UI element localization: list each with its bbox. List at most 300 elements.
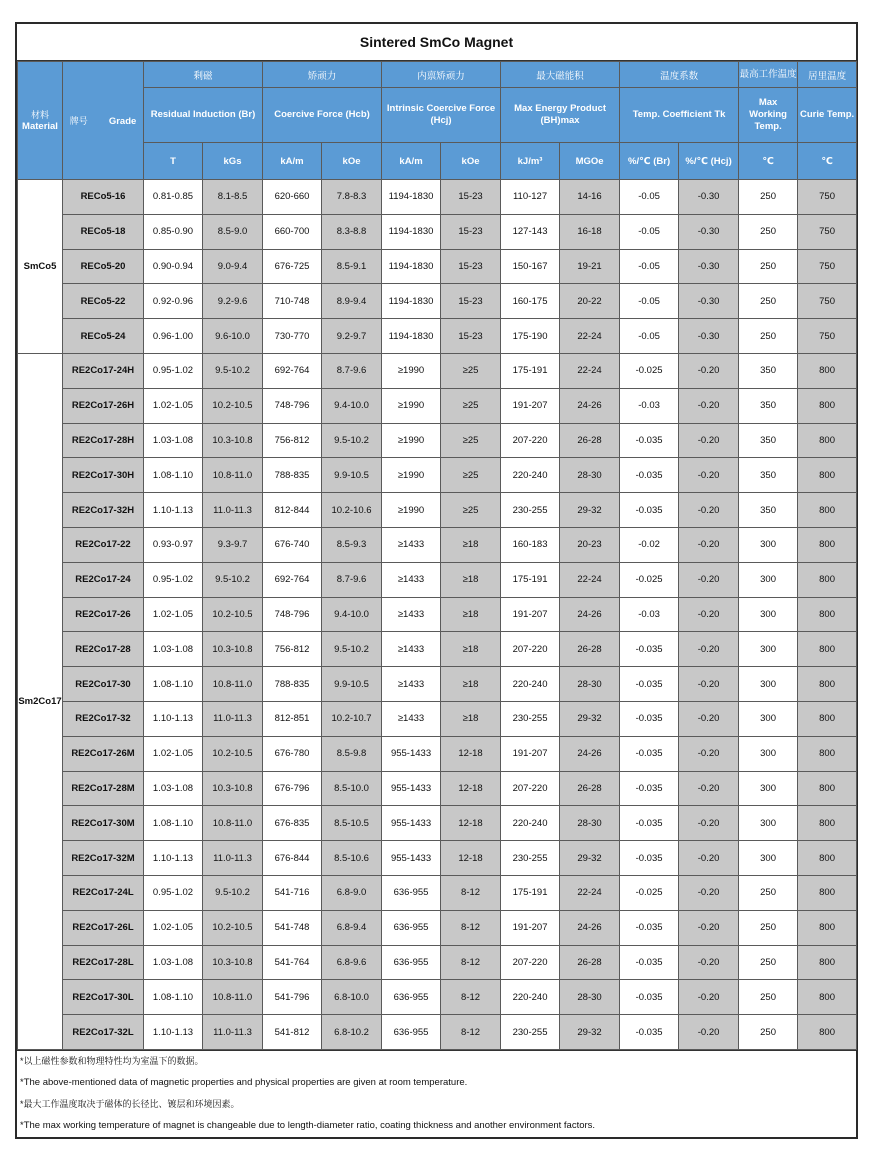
grade-cell: RE2Co17-30M bbox=[63, 806, 144, 841]
table-row bbox=[18, 458, 857, 493]
value-cell: 14-16 bbox=[560, 180, 620, 215]
value-cell: 750 bbox=[798, 214, 857, 249]
value-cell: 10.8-11.0 bbox=[203, 980, 263, 1015]
temp-header-cn: 温度系数 bbox=[620, 62, 739, 88]
value-cell: 10.8-11.0 bbox=[203, 458, 263, 493]
value-cell: 10.3-10.8 bbox=[203, 771, 263, 806]
value-cell: 10.2-10.5 bbox=[203, 736, 263, 771]
table-header bbox=[18, 62, 857, 180]
value-cell: 26-28 bbox=[560, 423, 620, 458]
value-cell: 541-716 bbox=[263, 875, 322, 910]
value-cell: 10.8-11.0 bbox=[203, 667, 263, 702]
value-cell: -0.20 bbox=[679, 667, 739, 702]
value-cell: 10.3-10.8 bbox=[203, 423, 263, 458]
value-cell: 788-835 bbox=[263, 667, 322, 702]
table-row bbox=[18, 945, 857, 980]
value-cell: 800 bbox=[798, 632, 857, 667]
unit-header: T bbox=[144, 143, 203, 180]
value-cell: ≥18 bbox=[441, 597, 501, 632]
value-cell: 800 bbox=[798, 701, 857, 736]
value-cell: 350 bbox=[739, 493, 798, 528]
value-cell: 676-740 bbox=[263, 527, 322, 562]
table-row bbox=[18, 1015, 857, 1050]
value-cell: -0.20 bbox=[679, 388, 739, 423]
value-cell: 26-28 bbox=[560, 945, 620, 980]
value-cell: 29-32 bbox=[560, 1015, 620, 1050]
value-cell: 955-1433 bbox=[382, 806, 441, 841]
value-cell: 230-255 bbox=[501, 493, 560, 528]
value-cell: -0.20 bbox=[679, 806, 739, 841]
value-cell: -0.035 bbox=[620, 945, 679, 980]
value-cell: 0.93-0.97 bbox=[144, 527, 203, 562]
value-cell: 250 bbox=[739, 249, 798, 284]
material-cell: SmCo5 bbox=[18, 180, 63, 354]
value-cell: 756-812 bbox=[263, 423, 322, 458]
value-cell: 1.08-1.10 bbox=[144, 806, 203, 841]
value-cell: 10.2-10.5 bbox=[203, 388, 263, 423]
hcj-header-cn: 内禀矫顽力 bbox=[382, 62, 501, 88]
value-cell: 541-748 bbox=[263, 910, 322, 945]
value-cell: 10.2-10.6 bbox=[322, 493, 382, 528]
maxtemp-header-cn: 最高工作温度 bbox=[739, 62, 798, 88]
value-cell: 1194-1830 bbox=[382, 249, 441, 284]
value-cell: 1.03-1.08 bbox=[144, 945, 203, 980]
value-cell: ≥25 bbox=[441, 423, 501, 458]
value-cell: 1.08-1.10 bbox=[144, 458, 203, 493]
value-cell: 800 bbox=[798, 980, 857, 1015]
value-cell: -0.03 bbox=[620, 597, 679, 632]
value-cell: 800 bbox=[798, 597, 857, 632]
value-cell: -0.05 bbox=[620, 284, 679, 319]
value-cell: -0.20 bbox=[679, 562, 739, 597]
br-header-en: Residual Induction (Br) bbox=[144, 88, 263, 143]
value-cell: 1.03-1.08 bbox=[144, 771, 203, 806]
value-cell: 175-190 bbox=[501, 319, 560, 354]
value-cell: -0.035 bbox=[620, 910, 679, 945]
grade-cell: RE2Co17-24L bbox=[63, 875, 144, 910]
value-cell: -0.035 bbox=[620, 632, 679, 667]
value-cell: 24-26 bbox=[560, 910, 620, 945]
value-cell: 7.8-8.3 bbox=[322, 180, 382, 215]
value-cell: ≥25 bbox=[441, 458, 501, 493]
value-cell: 8.1-8.5 bbox=[203, 180, 263, 215]
grade-cell: RE2Co17-30 bbox=[63, 667, 144, 702]
value-cell: ≥1990 bbox=[382, 493, 441, 528]
unit-header: kA/m bbox=[263, 143, 322, 180]
value-cell: 9.6-10.0 bbox=[203, 319, 263, 354]
value-cell: 8-12 bbox=[441, 875, 501, 910]
value-cell: 207-220 bbox=[501, 423, 560, 458]
value-cell: 800 bbox=[798, 736, 857, 771]
grade-cell: RECo5-20 bbox=[63, 249, 144, 284]
value-cell: 676-844 bbox=[263, 841, 322, 876]
unit-header: kA/m bbox=[382, 143, 441, 180]
value-cell: 8.5-10.6 bbox=[322, 841, 382, 876]
value-cell: 800 bbox=[798, 458, 857, 493]
value-cell: 26-28 bbox=[560, 771, 620, 806]
value-cell: 10.2-10.7 bbox=[322, 701, 382, 736]
value-cell: -0.20 bbox=[679, 458, 739, 493]
value-cell: 8.3-8.8 bbox=[322, 214, 382, 249]
value-cell: ≥1990 bbox=[382, 353, 441, 388]
grade-cell: RE2Co17-24H bbox=[63, 353, 144, 388]
value-cell: 300 bbox=[739, 841, 798, 876]
value-cell: 22-24 bbox=[560, 319, 620, 354]
value-cell: -0.05 bbox=[620, 319, 679, 354]
value-cell: 692-764 bbox=[263, 353, 322, 388]
material-header-en: Material bbox=[22, 121, 58, 132]
value-cell: -0.035 bbox=[620, 736, 679, 771]
value-cell: 230-255 bbox=[501, 701, 560, 736]
value-cell: 20-22 bbox=[560, 284, 620, 319]
value-cell: ≥25 bbox=[441, 493, 501, 528]
value-cell: 620-660 bbox=[263, 180, 322, 215]
value-cell: 220-240 bbox=[501, 806, 560, 841]
value-cell: 22-24 bbox=[560, 562, 620, 597]
value-cell: 8.7-9.6 bbox=[322, 562, 382, 597]
table-row bbox=[18, 388, 857, 423]
value-cell: 800 bbox=[798, 841, 857, 876]
unit-header: ℃ bbox=[798, 143, 857, 180]
grade-cell: RE2Co17-32M bbox=[63, 841, 144, 876]
value-cell: 300 bbox=[739, 736, 798, 771]
grade-cell: RECo5-16 bbox=[63, 180, 144, 215]
value-cell: 800 bbox=[798, 875, 857, 910]
value-cell: 9.0-9.4 bbox=[203, 249, 263, 284]
value-cell: 1.10-1.13 bbox=[144, 841, 203, 876]
bh-header-en: Max Energy Product (BH)max bbox=[501, 88, 620, 143]
value-cell: 9.2-9.6 bbox=[203, 284, 263, 319]
value-cell: 800 bbox=[798, 910, 857, 945]
value-cell: 12-18 bbox=[441, 771, 501, 806]
value-cell: 1194-1830 bbox=[382, 319, 441, 354]
value-cell: -0.20 bbox=[679, 353, 739, 388]
value-cell: 191-207 bbox=[501, 910, 560, 945]
table-row bbox=[18, 806, 857, 841]
value-cell: 16-18 bbox=[560, 214, 620, 249]
grade-header bbox=[63, 62, 144, 180]
grade-header-en: Grade bbox=[108, 115, 137, 127]
value-cell: 750 bbox=[798, 180, 857, 215]
value-cell: 676-796 bbox=[263, 771, 322, 806]
value-cell: 8-12 bbox=[441, 980, 501, 1015]
temp-header-en: Temp. Coefficient Tk bbox=[620, 88, 739, 143]
value-cell: 8-12 bbox=[441, 945, 501, 980]
table-row bbox=[18, 353, 857, 388]
value-cell: 29-32 bbox=[560, 493, 620, 528]
value-cell: 11.0-11.3 bbox=[203, 1015, 263, 1050]
value-cell: 750 bbox=[798, 284, 857, 319]
value-cell: -0.20 bbox=[679, 527, 739, 562]
value-cell: 22-24 bbox=[560, 875, 620, 910]
value-cell: ≥1990 bbox=[382, 423, 441, 458]
grade-cell: RECo5-18 bbox=[63, 214, 144, 249]
value-cell: 15-23 bbox=[441, 319, 501, 354]
value-cell: ≥18 bbox=[441, 667, 501, 702]
value-cell: 230-255 bbox=[501, 1015, 560, 1050]
value-cell: 0.95-1.02 bbox=[144, 562, 203, 597]
grade-cell: RE2Co17-28L bbox=[63, 945, 144, 980]
value-cell: 8-12 bbox=[441, 1015, 501, 1050]
maxtemp-header-en: Max Working Temp. bbox=[739, 88, 798, 143]
value-cell: 636-955 bbox=[382, 1015, 441, 1050]
table-row bbox=[18, 493, 857, 528]
value-cell: 636-955 bbox=[382, 875, 441, 910]
grade-cell: RE2Co17-30H bbox=[63, 458, 144, 493]
table-row bbox=[18, 180, 857, 215]
value-cell: -0.05 bbox=[620, 180, 679, 215]
table-body bbox=[18, 180, 857, 1050]
value-cell: -0.05 bbox=[620, 249, 679, 284]
grade-cell: RE2Co17-26M bbox=[63, 736, 144, 771]
grade-cell: RE2Co17-32 bbox=[63, 701, 144, 736]
value-cell: 8.5-9.3 bbox=[322, 527, 382, 562]
value-cell: 8.5-10.0 bbox=[322, 771, 382, 806]
value-cell: 220-240 bbox=[501, 980, 560, 1015]
footnote: *以上磁性参数和物理特性均为室温下的数据。 bbox=[20, 1055, 204, 1066]
value-cell: -0.30 bbox=[679, 249, 739, 284]
value-cell: 250 bbox=[739, 980, 798, 1015]
value-cell: 676-835 bbox=[263, 806, 322, 841]
curie-header-en: Curie Temp. bbox=[798, 88, 857, 143]
value-cell: -0.035 bbox=[620, 493, 679, 528]
value-cell: -0.20 bbox=[679, 423, 739, 458]
value-cell: 350 bbox=[739, 423, 798, 458]
value-cell: -0.20 bbox=[679, 597, 739, 632]
grade-cell: RE2Co17-26H bbox=[63, 388, 144, 423]
value-cell: 800 bbox=[798, 493, 857, 528]
value-cell: 1.02-1.05 bbox=[144, 388, 203, 423]
value-cell: 350 bbox=[739, 353, 798, 388]
grade-header-cn: 牌号 bbox=[69, 115, 88, 126]
hcb-header-en: Coercive Force (Hcb) bbox=[263, 88, 382, 143]
footnotes bbox=[17, 1050, 856, 1137]
value-cell: 800 bbox=[798, 1015, 857, 1050]
value-cell: -0.30 bbox=[679, 319, 739, 354]
grade-cell: RECo5-24 bbox=[63, 319, 144, 354]
value-cell: 6.8-10.2 bbox=[322, 1015, 382, 1050]
value-cell: 300 bbox=[739, 701, 798, 736]
unit-header: %/℃ (Br) bbox=[620, 143, 679, 180]
table-row bbox=[18, 980, 857, 1015]
value-cell: 788-835 bbox=[263, 458, 322, 493]
value-cell: ≥18 bbox=[441, 527, 501, 562]
value-cell: 24-26 bbox=[560, 388, 620, 423]
value-cell: -0.03 bbox=[620, 388, 679, 423]
value-cell: 11.0-11.3 bbox=[203, 493, 263, 528]
value-cell: 710-748 bbox=[263, 284, 322, 319]
value-cell: 250 bbox=[739, 284, 798, 319]
table-row bbox=[18, 423, 857, 458]
value-cell: 300 bbox=[739, 667, 798, 702]
value-cell: 22-24 bbox=[560, 353, 620, 388]
value-cell: 1.02-1.05 bbox=[144, 910, 203, 945]
value-cell: 300 bbox=[739, 527, 798, 562]
footnote: *最大工作温度取决于磁体的长径比、镀层和环境因素。 bbox=[20, 1098, 240, 1109]
table-row bbox=[18, 736, 857, 771]
value-cell: -0.02 bbox=[620, 527, 679, 562]
value-cell: 10.2-10.5 bbox=[203, 910, 263, 945]
grade-cell: RE2Co17-32L bbox=[63, 1015, 144, 1050]
table-row bbox=[18, 319, 857, 354]
value-cell: 9.4-10.0 bbox=[322, 388, 382, 423]
hcb-header-cn: 矫顽力 bbox=[263, 62, 382, 88]
value-cell: 955-1433 bbox=[382, 841, 441, 876]
value-cell: 207-220 bbox=[501, 632, 560, 667]
value-cell: 300 bbox=[739, 771, 798, 806]
value-cell: 9.5-10.2 bbox=[203, 562, 263, 597]
value-cell: 300 bbox=[739, 597, 798, 632]
grade-cell: RE2Co17-24 bbox=[63, 562, 144, 597]
value-cell: 29-32 bbox=[560, 701, 620, 736]
value-cell: 8.5-9.1 bbox=[322, 249, 382, 284]
material-header bbox=[18, 62, 63, 180]
value-cell: 636-955 bbox=[382, 910, 441, 945]
value-cell: ≥1990 bbox=[382, 458, 441, 493]
footnote: *The above-mentioned data of magnetic properties and physical properties are given at room temperature. bbox=[20, 1077, 468, 1089]
unit-header: kOe bbox=[322, 143, 382, 180]
value-cell: 660-700 bbox=[263, 214, 322, 249]
value-cell: ≥1433 bbox=[382, 632, 441, 667]
value-cell: 175-191 bbox=[501, 562, 560, 597]
value-cell: 800 bbox=[798, 388, 857, 423]
grade-cell: RE2Co17-32H bbox=[63, 493, 144, 528]
value-cell: 8.9-9.4 bbox=[322, 284, 382, 319]
value-cell: -0.035 bbox=[620, 980, 679, 1015]
value-cell: 9.2-9.7 bbox=[322, 319, 382, 354]
value-cell: 250 bbox=[739, 180, 798, 215]
value-cell: 26-28 bbox=[560, 632, 620, 667]
value-cell: -0.20 bbox=[679, 493, 739, 528]
value-cell: 800 bbox=[798, 667, 857, 702]
value-cell: 250 bbox=[739, 214, 798, 249]
hcj-header-en: Intrinsic Coercive Force (Hcj) bbox=[382, 88, 501, 143]
value-cell: -0.025 bbox=[620, 353, 679, 388]
value-cell: 0.81-0.85 bbox=[144, 180, 203, 215]
value-cell: 6.8-10.0 bbox=[322, 980, 382, 1015]
grade-cell: RE2Co17-28H bbox=[63, 423, 144, 458]
value-cell: ≥1433 bbox=[382, 667, 441, 702]
grade-cell: RECo5-22 bbox=[63, 284, 144, 319]
value-cell: 8.5-9.8 bbox=[322, 736, 382, 771]
table-row bbox=[18, 527, 857, 562]
value-cell: -0.20 bbox=[679, 910, 739, 945]
unit-header: %/℃ (Hcj) bbox=[679, 143, 739, 180]
value-cell: 800 bbox=[798, 945, 857, 980]
value-cell: 28-30 bbox=[560, 806, 620, 841]
value-cell: 750 bbox=[798, 319, 857, 354]
value-cell: 1.03-1.08 bbox=[144, 423, 203, 458]
value-cell: 676-780 bbox=[263, 736, 322, 771]
value-cell: 28-30 bbox=[560, 980, 620, 1015]
value-cell: 175-191 bbox=[501, 353, 560, 388]
value-cell: 220-240 bbox=[501, 667, 560, 702]
footnote: *The max working temperature of magnet is changeable due to length-diameter ratio, coating thickness and another environment factors. bbox=[20, 1120, 596, 1132]
value-cell: 175-191 bbox=[501, 875, 560, 910]
material-header-cn: 材料 bbox=[30, 110, 49, 120]
value-cell: 11.0-11.3 bbox=[203, 701, 263, 736]
unit-header: MGOe bbox=[560, 143, 620, 180]
unit-header: kOe bbox=[441, 143, 501, 180]
grade-cell: RE2Co17-30L bbox=[63, 980, 144, 1015]
value-cell: -0.025 bbox=[620, 562, 679, 597]
value-cell: -0.20 bbox=[679, 701, 739, 736]
value-cell: 15-23 bbox=[441, 180, 501, 215]
value-cell: 12-18 bbox=[441, 806, 501, 841]
value-cell: 250 bbox=[739, 319, 798, 354]
table-row bbox=[18, 667, 857, 702]
value-cell: ≥18 bbox=[441, 562, 501, 597]
value-cell: 9.4-10.0 bbox=[322, 597, 382, 632]
value-cell: 800 bbox=[798, 423, 857, 458]
value-cell: 15-23 bbox=[441, 284, 501, 319]
value-cell: 24-26 bbox=[560, 736, 620, 771]
value-cell: -0.20 bbox=[679, 1015, 739, 1050]
value-cell: ≥1433 bbox=[382, 527, 441, 562]
value-cell: 750 bbox=[798, 249, 857, 284]
grade-cell: RE2Co17-28M bbox=[63, 771, 144, 806]
value-cell: -0.30 bbox=[679, 180, 739, 215]
spec-sheet bbox=[15, 22, 858, 1139]
value-cell: 150-167 bbox=[501, 249, 560, 284]
value-cell: 541-764 bbox=[263, 945, 322, 980]
value-cell: 800 bbox=[798, 806, 857, 841]
value-cell: 0.95-1.02 bbox=[144, 353, 203, 388]
value-cell: 9.5-10.2 bbox=[203, 875, 263, 910]
value-cell: 110-127 bbox=[501, 180, 560, 215]
value-cell: 12-18 bbox=[441, 841, 501, 876]
material-cell: Sm2Co17 bbox=[18, 353, 63, 1049]
properties-table bbox=[17, 61, 857, 1050]
value-cell: -0.30 bbox=[679, 284, 739, 319]
value-cell: -0.30 bbox=[679, 214, 739, 249]
value-cell: ≥18 bbox=[441, 701, 501, 736]
value-cell: 9.5-10.2 bbox=[322, 423, 382, 458]
value-cell: 1.10-1.13 bbox=[144, 1015, 203, 1050]
value-cell: -0.20 bbox=[679, 841, 739, 876]
value-cell: 800 bbox=[798, 527, 857, 562]
value-cell: 955-1433 bbox=[382, 771, 441, 806]
value-cell: -0.20 bbox=[679, 875, 739, 910]
bh-header-cn: 最大磁能积 bbox=[501, 62, 620, 88]
value-cell: 29-32 bbox=[560, 841, 620, 876]
value-cell: 20-23 bbox=[560, 527, 620, 562]
value-cell: 350 bbox=[739, 458, 798, 493]
value-cell: 0.96-1.00 bbox=[144, 319, 203, 354]
value-cell: 250 bbox=[739, 875, 798, 910]
value-cell: 10.8-11.0 bbox=[203, 806, 263, 841]
value-cell: -0.035 bbox=[620, 701, 679, 736]
value-cell: 12-18 bbox=[441, 736, 501, 771]
value-cell: 1194-1830 bbox=[382, 180, 441, 215]
value-cell: 10.3-10.8 bbox=[203, 945, 263, 980]
value-cell: ≥1433 bbox=[382, 701, 441, 736]
value-cell: 748-796 bbox=[263, 597, 322, 632]
value-cell: 15-23 bbox=[441, 214, 501, 249]
grade-cell: RE2Co17-26L bbox=[63, 910, 144, 945]
table-row bbox=[18, 562, 857, 597]
value-cell: 9.9-10.5 bbox=[322, 458, 382, 493]
value-cell: -0.035 bbox=[620, 458, 679, 493]
value-cell: ≥25 bbox=[441, 388, 501, 423]
value-cell: 8-12 bbox=[441, 910, 501, 945]
value-cell: 250 bbox=[739, 945, 798, 980]
value-cell: 191-207 bbox=[501, 597, 560, 632]
value-cell: 955-1433 bbox=[382, 736, 441, 771]
table-row bbox=[18, 632, 857, 667]
value-cell: 636-955 bbox=[382, 980, 441, 1015]
unit-header: kJ/m³ bbox=[501, 143, 560, 180]
